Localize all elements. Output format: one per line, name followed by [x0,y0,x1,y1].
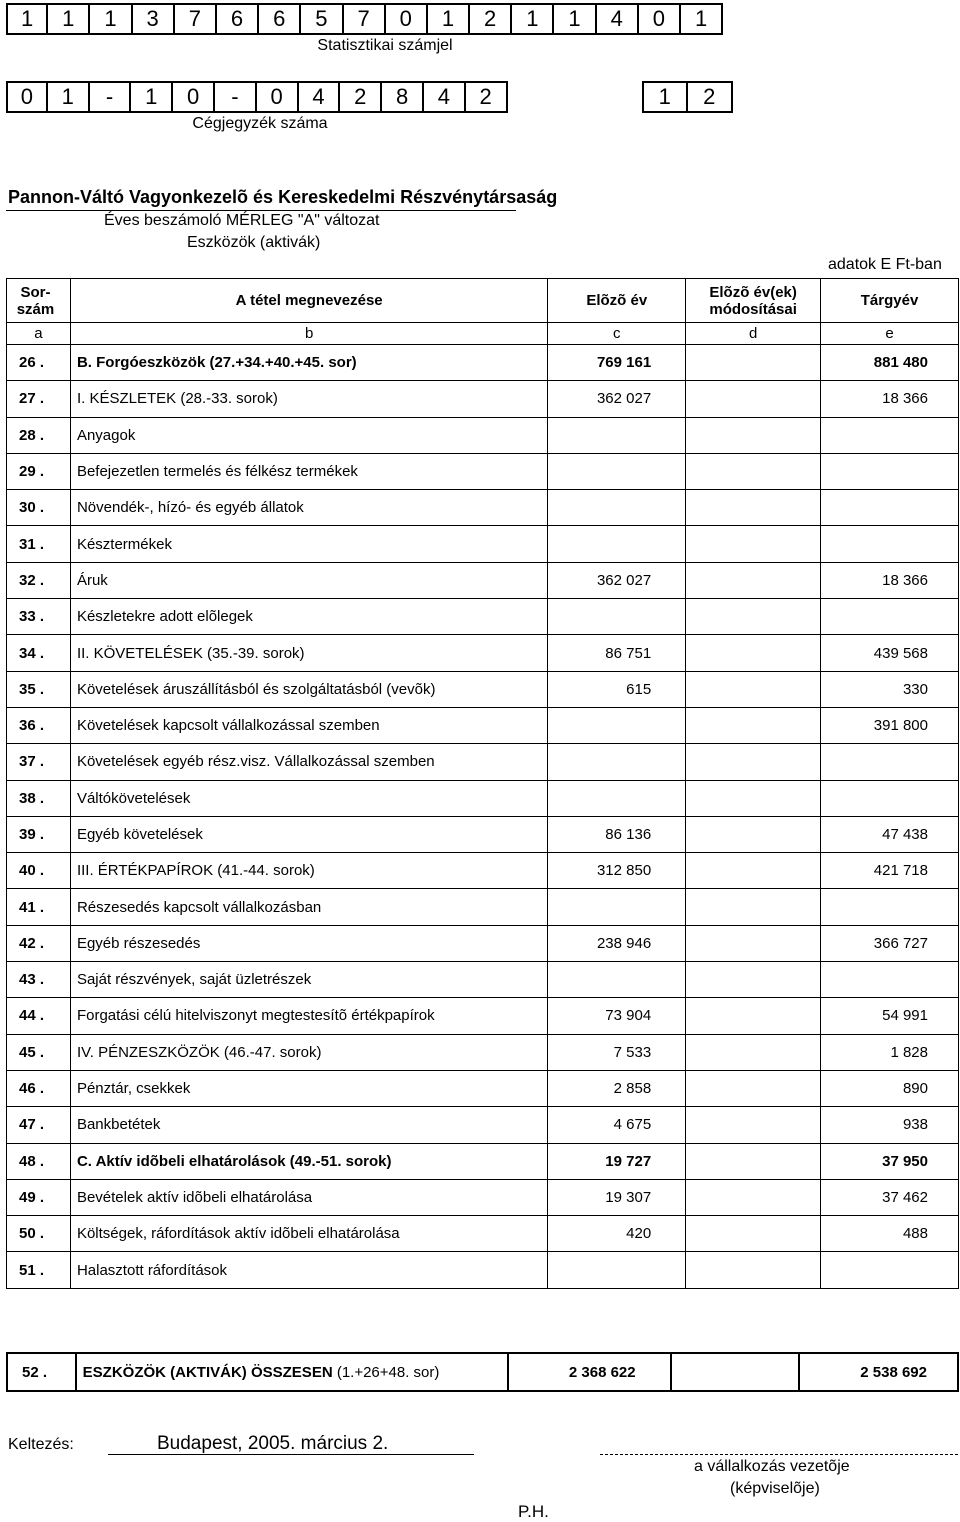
row-num: 51 . [7,1252,71,1288]
row-prev-year: 615 [548,671,686,707]
row-prev-year [548,526,686,562]
row-current-year [821,889,959,925]
row-name: Készletekre adott elõlegek [70,599,547,635]
row-current-year: 47 438 [821,816,959,852]
row-num: 46 . [7,1070,71,1106]
total-name-rest: (1.+26+48. sor) [332,1363,440,1381]
row-name: Halasztott ráfordítások [70,1252,547,1288]
row-name: Egyéb részesedés [70,925,547,961]
table-row [7,1034,959,1070]
row-current-year [821,744,959,780]
stat-digit-box: 6 [259,3,301,35]
row-num: 43 . [7,962,71,998]
reg-number-boxes [6,81,508,113]
total-prev: 2 368 622 [508,1353,671,1391]
row-num: 36 . [7,707,71,743]
total-mod [671,1353,800,1391]
row-modification [686,707,821,743]
stat-digit-box: 1 [681,3,723,35]
row-prev-year: 86 751 [548,635,686,671]
row-num: 34 . [7,635,71,671]
stat-caption: Statisztikai számjel [317,37,453,54]
table-row [7,998,959,1034]
row-modification [686,998,821,1034]
date-label: Keltezés: [8,1436,74,1453]
letter-b: b [70,323,547,345]
row-name: I. KÉSZLETEK (28.-33. sorok) [70,381,547,417]
row-name: Áruk [70,562,547,598]
table-row [7,381,959,417]
row-current-year [821,1252,959,1288]
reg-digit-box: - [90,81,132,113]
report-title: Éves beszámoló MÉRLEG "A" változat [104,212,380,229]
stat-digit-box: 3 [133,3,175,35]
row-prev-year [548,707,686,743]
row-prev-year: 19 307 [548,1179,686,1215]
report-subtitle: Eszközök (aktivák) [187,234,321,251]
stat-digit-box: 1 [428,3,470,35]
row-current-year [821,780,959,816]
row-current-year [821,526,959,562]
stat-digit-box: 6 [217,3,259,35]
row-prev-year: 420 [548,1216,686,1252]
row-current-year [821,417,959,453]
table-row [7,853,959,889]
signer-line2: (képviselõje) [730,1480,820,1497]
row-num: 50 . [7,1216,71,1252]
header-prev: Elõzõ év [548,279,686,323]
total-name-bold: ESZKÖZÖK (AKTIVÁK) ÖSSZESEN [82,1363,333,1381]
row-name: Egyéb követelések [70,816,547,852]
row-current-year: 938 [821,1107,959,1143]
row-current-year: 890 [821,1070,959,1106]
row-name: Befejezetlen termelés és félkész termékek [70,453,547,489]
row-num: 26 . [7,345,71,381]
table-row [7,599,959,635]
row-num: 30 . [7,490,71,526]
row-name: IV. PÉNZESZKÖZÖK (46.-47. sorok) [70,1034,547,1070]
letter-a: a [7,323,71,345]
row-num: 29 . [7,453,71,489]
row-num: 40 . [7,853,71,889]
reg-caption: Cégjegyzék száma [192,115,328,132]
row-name: II. KÖVETELÉSEK (35.-39. sorok) [70,635,547,671]
row-num: 31 . [7,526,71,562]
total-name [76,1353,508,1391]
table-row [7,417,959,453]
row-prev-year: 19 727 [548,1143,686,1179]
row-modification [686,635,821,671]
row-prev-year: 2 858 [548,1070,686,1106]
row-modification [686,744,821,780]
row-num: 42 . [7,925,71,961]
date-value: Budapest, 2005. március 2. [157,1433,389,1454]
stat-digit-box: 4 [597,3,639,35]
header-mod: Elõzõ év(ek) módosításai [686,279,821,323]
row-modification [686,962,821,998]
table-row [7,1143,959,1179]
stat-digit-box: 0 [386,3,428,35]
row-modification [686,780,821,816]
reg-suffix-box: 2 [688,81,734,113]
stat-digit-box: 5 [301,3,343,35]
row-num: 27 . [7,381,71,417]
letter-d: d [686,323,821,345]
row-modification [686,599,821,635]
row-prev-year [548,599,686,635]
table-row [7,925,959,961]
stat-number-boxes [6,3,723,35]
row-modification [686,1034,821,1070]
reg-digit-box: 0 [173,81,215,113]
reg-suffix-boxes [642,81,733,113]
row-name: Anyagok [70,417,547,453]
stat-digit-box: 1 [554,3,596,35]
row-current-year: 18 366 [821,562,959,598]
row-modification [686,853,821,889]
row-modification [686,1107,821,1143]
row-prev-year [548,962,686,998]
row-modification [686,889,821,925]
row-modification [686,1179,821,1215]
row-num: 33 . [7,599,71,635]
header-num: Sor- szám [7,279,71,323]
row-modification [686,345,821,381]
table-row [7,562,959,598]
row-name: Saját részvények, saját üzletrészek [70,962,547,998]
table-row [7,816,959,852]
reg-suffix-box: 1 [642,81,688,113]
row-modification [686,490,821,526]
table-row [7,1252,959,1288]
table-row [7,635,959,671]
column-letters [7,323,959,345]
row-prev-year [548,453,686,489]
stat-digit-box: 1 [90,3,132,35]
signature-line [600,1454,958,1455]
row-modification [686,1070,821,1106]
stat-digit-box: 1 [512,3,554,35]
total-cur: 2 538 692 [799,1353,958,1391]
reg-digit-box: 4 [299,81,341,113]
header-cur: Tárgyév [821,279,959,323]
row-prev-year: 769 161 [548,345,686,381]
row-num: 49 . [7,1179,71,1215]
row-prev-year: 86 136 [548,816,686,852]
row-num: 47 . [7,1107,71,1143]
stat-digit-box: 2 [470,3,512,35]
row-current-year: 18 366 [821,381,959,417]
row-name: C. Aktív idõbeli elhatárolások (49.-51. sorok) [70,1143,547,1179]
company-name: Pannon-Váltó Vagyonkezelõ és Kereskedelmi Részvénytársaság [8,187,558,207]
row-num: 38 . [7,780,71,816]
row-current-year [821,453,959,489]
row-modification [686,526,821,562]
row-num: 35 . [7,671,71,707]
reg-digit-box: 1 [48,81,90,113]
table-row [7,962,959,998]
row-prev-year: 238 946 [548,925,686,961]
reg-digit-box: 2 [340,81,382,113]
table-row [7,671,959,707]
row-prev-year: 4 675 [548,1107,686,1143]
row-current-year: 37 950 [821,1143,959,1179]
row-prev-year [548,417,686,453]
row-current-year: 488 [821,1216,959,1252]
row-prev-year [548,744,686,780]
reg-digit-box: - [215,81,257,113]
row-modification [686,1143,821,1179]
row-current-year: 37 462 [821,1179,959,1215]
stat-digit-box: 7 [344,3,386,35]
company-underline [6,210,516,211]
stat-digit-box: 0 [639,3,681,35]
table-row [7,707,959,743]
row-modification [686,1216,821,1252]
reg-digit-box: 4 [424,81,466,113]
row-name: Követelések kapcsolt vállalkozással szemben [70,707,547,743]
row-modification [686,671,821,707]
reg-digit-box: 0 [257,81,299,113]
row-modification [686,562,821,598]
row-modification [686,816,821,852]
row-name: Forgatási célú hitelviszonyt megtestesítõ értékpapírok [70,998,547,1034]
table-row [7,526,959,562]
row-num: 41 . [7,889,71,925]
row-current-year: 391 800 [821,707,959,743]
date-underline [108,1454,474,1455]
row-current-year [821,490,959,526]
row-current-year: 881 480 [821,345,959,381]
table-row [7,1179,959,1215]
row-prev-year: 362 027 [548,562,686,598]
row-num: 28 . [7,417,71,453]
row-prev-year: 362 027 [548,381,686,417]
table-row [7,744,959,780]
table-row [7,1107,959,1143]
total-table [6,1352,959,1392]
row-name: Részesedés kapcsolt vállalkozásban [70,889,547,925]
row-num: 32 . [7,562,71,598]
row-num: 45 . [7,1034,71,1070]
row-prev-year [548,780,686,816]
table-row [7,1216,959,1252]
row-num: 44 . [7,998,71,1034]
row-prev-year [548,889,686,925]
table-row [7,780,959,816]
total-row [7,1353,958,1391]
row-modification [686,417,821,453]
table-row [7,345,959,381]
row-current-year: 1 828 [821,1034,959,1070]
row-modification [686,381,821,417]
row-current-year [821,599,959,635]
row-name: B. Forgóeszközök (27.+34.+40.+45. sor) [70,345,547,381]
row-current-year: 330 [821,671,959,707]
table-row [7,889,959,925]
stat-digit-box: 1 [6,3,48,35]
stamp-label: P.H. [518,1502,549,1521]
reg-digit-box: 8 [382,81,424,113]
row-prev-year: 73 904 [548,998,686,1034]
signer-line1: a vállalkozás vezetõje [694,1458,850,1475]
unit-label: adatok E Ft-ban [828,256,942,273]
row-name: Költségek, ráfordítások aktív idõbeli elhatárolása [70,1216,547,1252]
table-header [7,279,959,323]
row-current-year: 366 727 [821,925,959,961]
stat-digit-box: 1 [48,3,90,35]
row-name: Váltókövetelések [70,780,547,816]
row-name: Bankbetétek [70,1107,547,1143]
row-prev-year [548,490,686,526]
row-prev-year: 312 850 [548,853,686,889]
balance-table [6,278,959,1289]
row-current-year: 54 991 [821,998,959,1034]
row-name: Követelések áruszállításból és szolgáltatásból (vevõk) [70,671,547,707]
row-prev-year [548,1252,686,1288]
table-row [7,453,959,489]
letter-e: e [821,323,959,345]
row-num: 48 . [7,1143,71,1179]
table-row [7,1070,959,1106]
row-num: 37 . [7,744,71,780]
row-name: III. ÉRTÉKPAPÍROK (41.-44. sorok) [70,853,547,889]
letter-c: c [548,323,686,345]
reg-digit-box: 2 [466,81,508,113]
row-current-year [821,962,959,998]
row-current-year: 439 568 [821,635,959,671]
stat-digit-box: 7 [175,3,217,35]
row-num: 39 . [7,816,71,852]
row-modification [686,453,821,489]
row-name: Növendék-, hízó- és egyéb állatok [70,490,547,526]
reg-digit-box: 0 [6,81,48,113]
row-name: Késztermékek [70,526,547,562]
reg-digit-box: 1 [131,81,173,113]
row-name: Bevételek aktív idõbeli elhatárolása [70,1179,547,1215]
row-name: Pénztár, csekkek [70,1070,547,1106]
total-num: 52 . [7,1353,76,1391]
row-prev-year: 7 533 [548,1034,686,1070]
row-current-year: 421 718 [821,853,959,889]
row-name: Követelések egyéb rész.visz. Vállalkozással szemben [70,744,547,780]
row-modification [686,925,821,961]
header-name: A tétel megnevezése [70,279,547,323]
row-modification [686,1252,821,1288]
table-row [7,490,959,526]
